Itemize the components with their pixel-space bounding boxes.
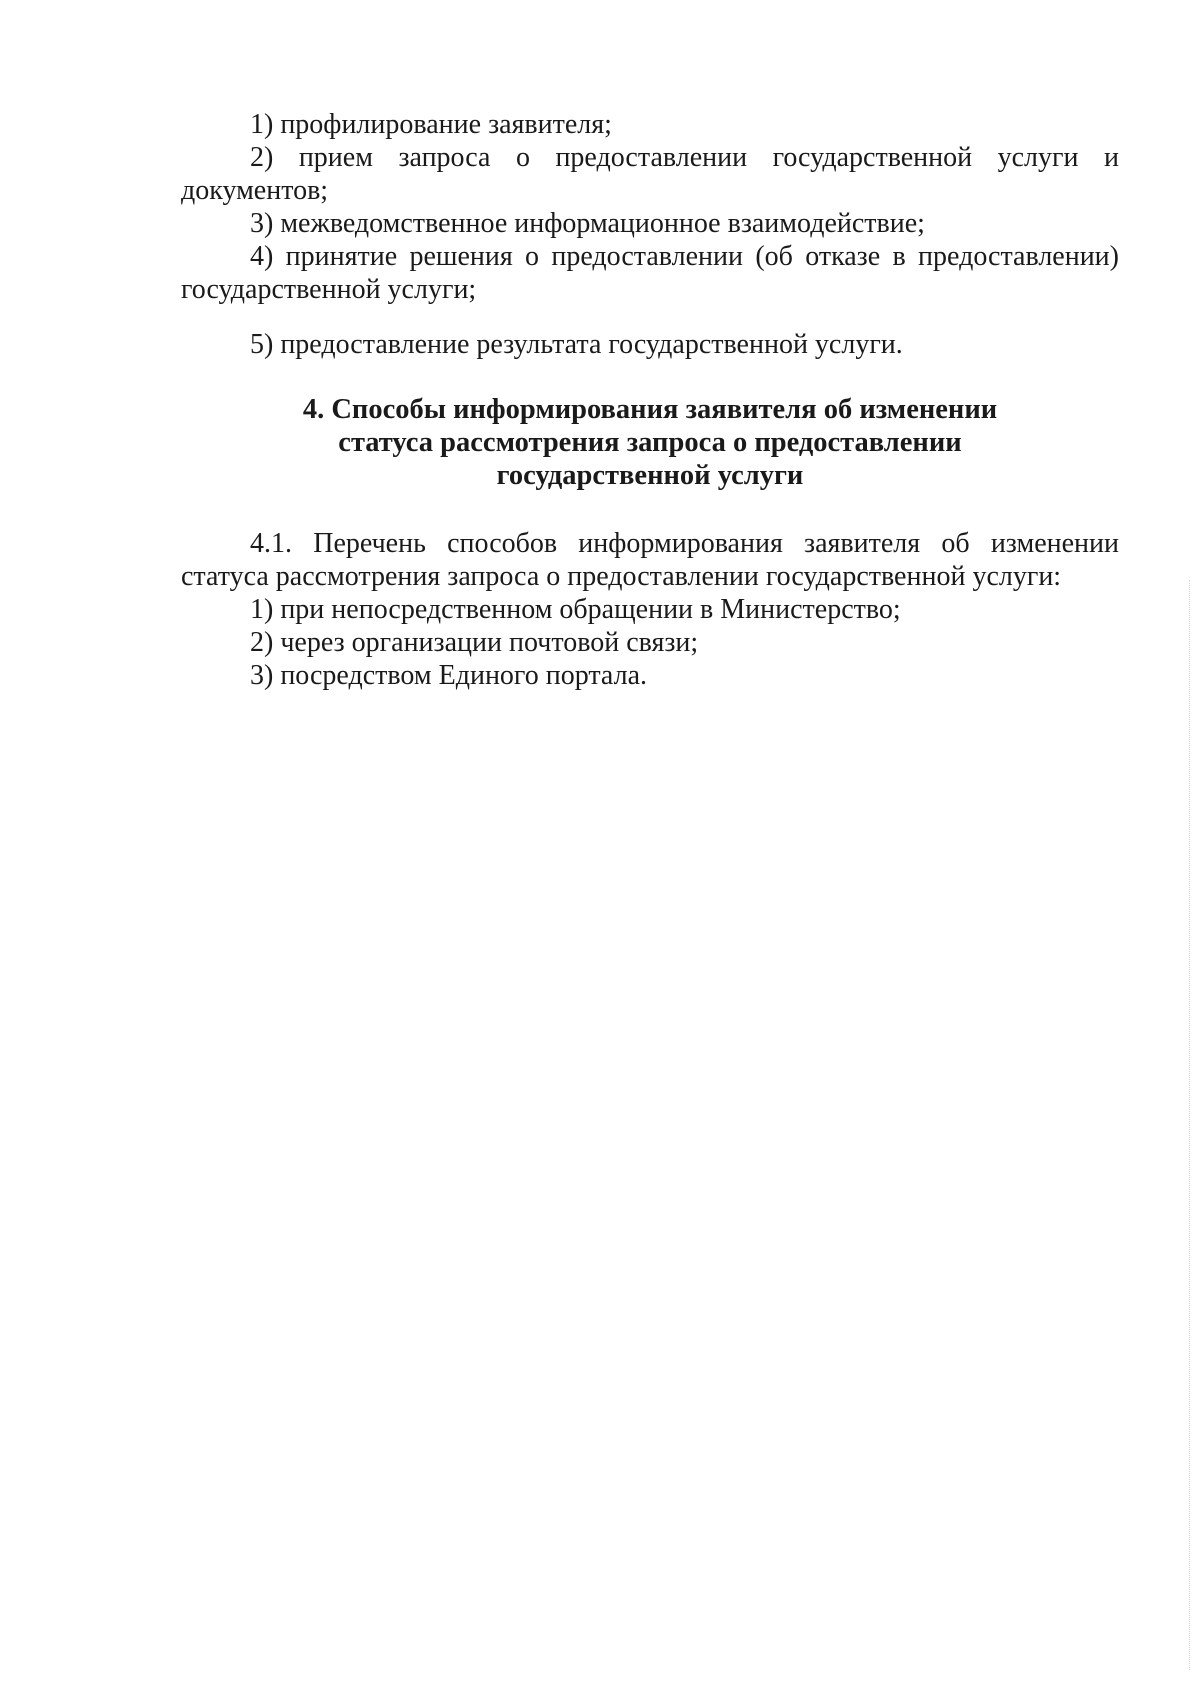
heading-line: государственной услуги	[496, 460, 804, 491]
scan-edge-line	[1189, 580, 1190, 1670]
heading-line: статуса рассмотрения запроса о предоставлении	[338, 427, 962, 458]
stage-5	[181, 328, 1119, 361]
list-item: 5) предоставление результата государственной услуги.	[250, 329, 903, 360]
stages-list	[181, 108, 1119, 306]
list-item: 2) через организации почтовой связи;	[250, 627, 699, 658]
list-item: 1) при непосредственном обращении в Министерство;	[250, 594, 901, 625]
section-4-body	[181, 527, 1119, 692]
heading-line: 4. Способы информирования заявителя об изменении	[302, 394, 998, 425]
list-item: 3) посредством Единого портала.	[250, 660, 647, 691]
section-4-heading	[181, 393, 1119, 492]
section-4-paragraph: 4.1. Перечень способов информирования заявителя об изменении статуса рассмотрения запроса о предоставлении государственной услуги:	[181, 528, 1119, 592]
list-item: 1) профилирование заявителя;	[250, 109, 612, 140]
list-item: 4) принятие решения о предоставлении (об отказе в предоставлении) государственной услуги;	[181, 241, 1119, 305]
list-item: 3) межведомственное информационное взаимодействие;	[250, 208, 925, 239]
list-item: 2) прием запроса о предоставлении государственной услуги и документов;	[181, 142, 1119, 206]
